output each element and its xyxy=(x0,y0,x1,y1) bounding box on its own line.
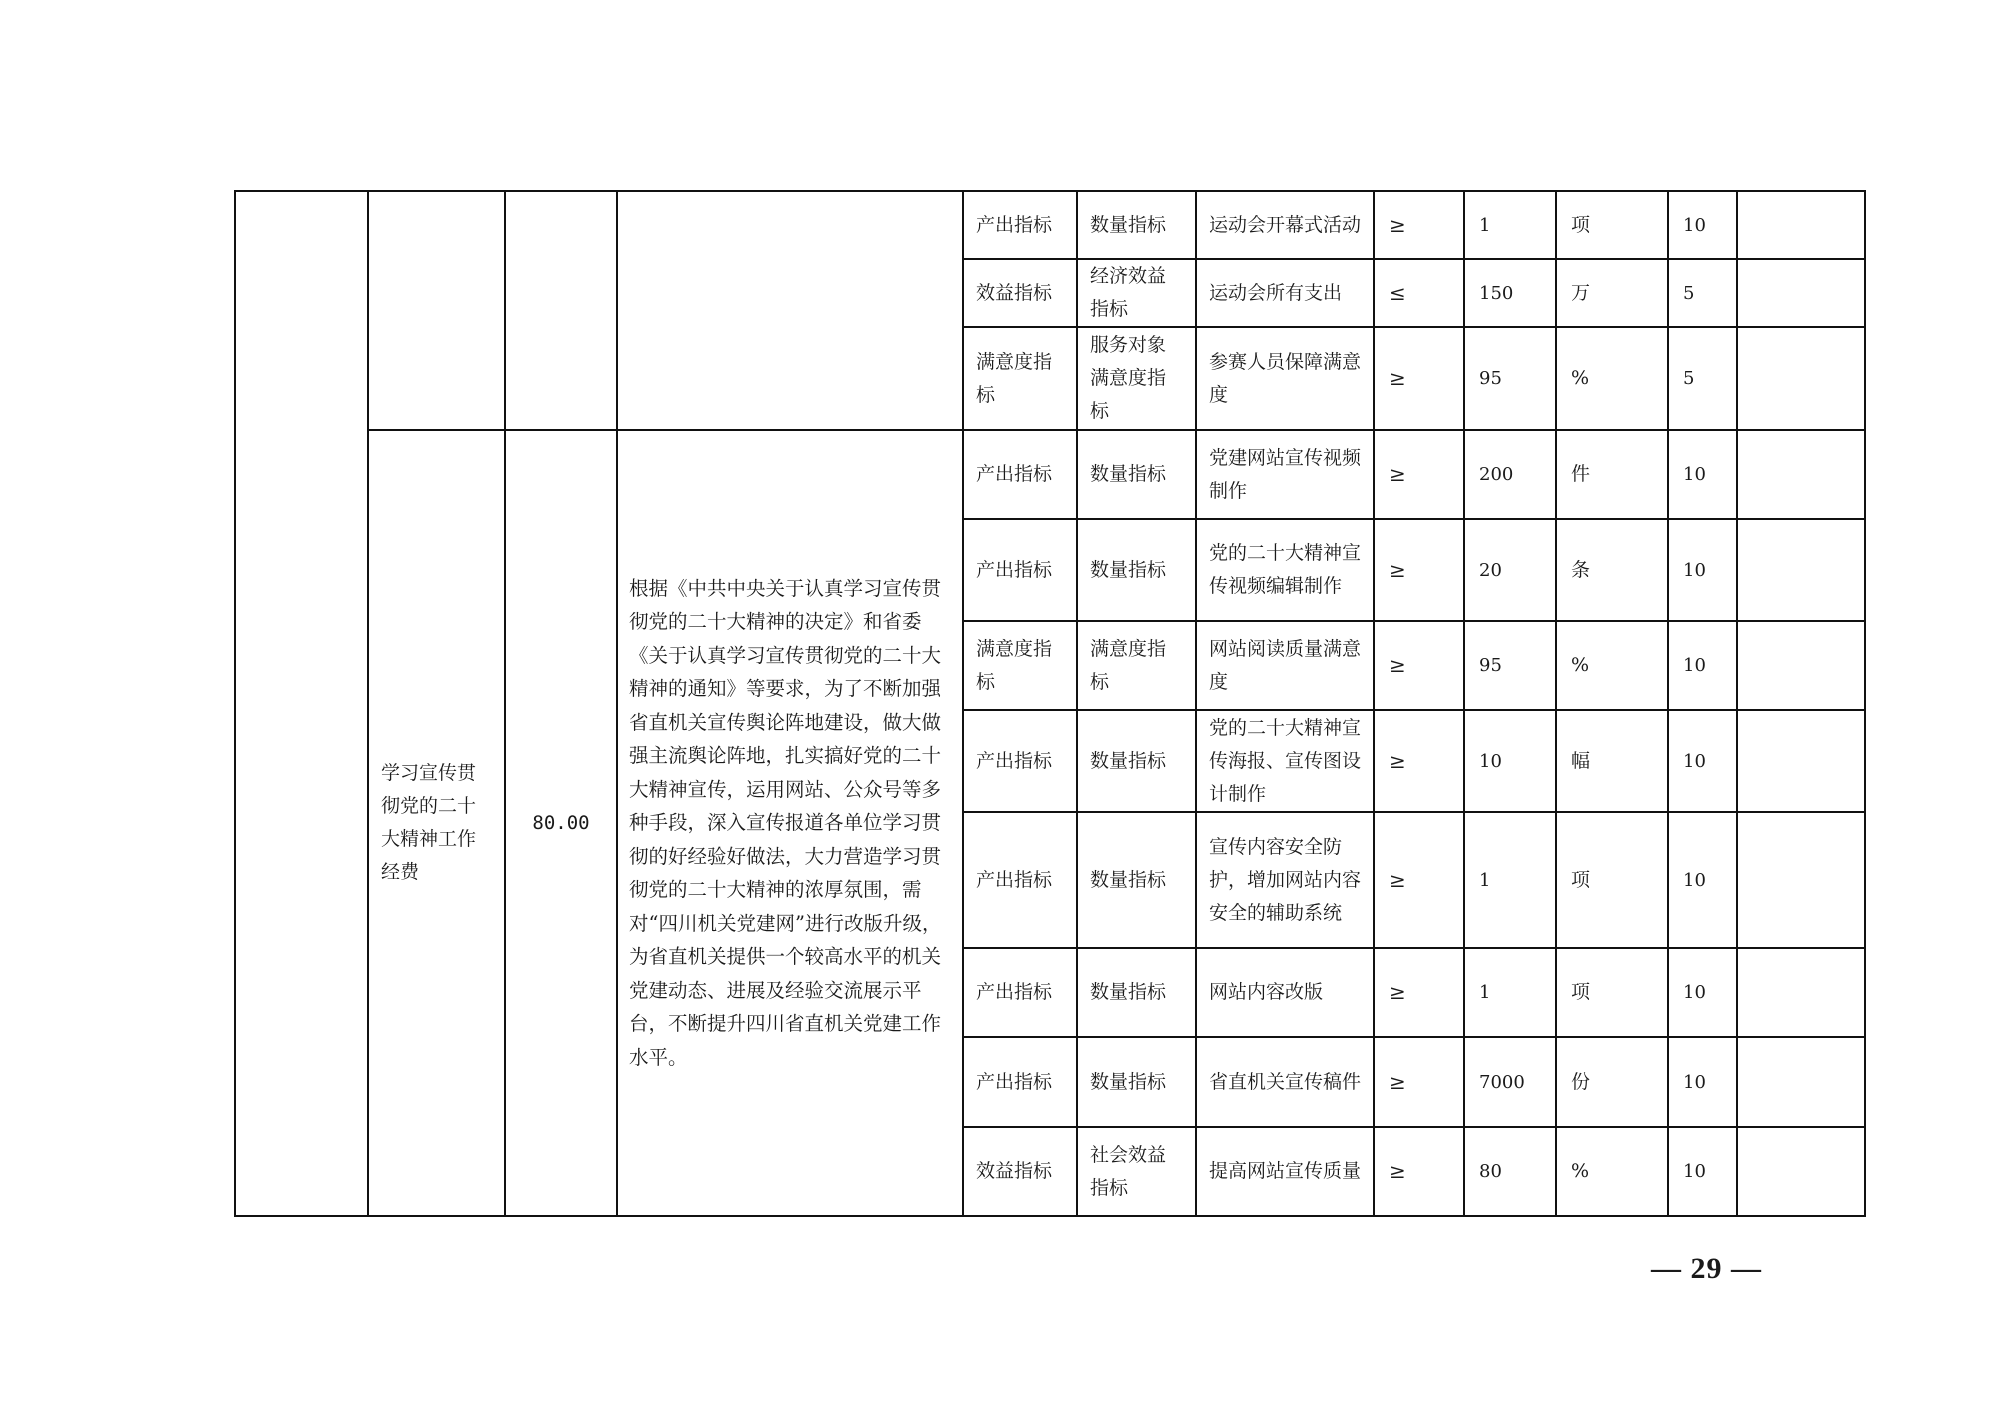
note-cell xyxy=(1737,327,1865,430)
unit-cell: 条 xyxy=(1556,519,1668,621)
unit-cell: 件 xyxy=(1556,430,1668,519)
weight-cell: 10 xyxy=(1668,812,1737,948)
primary-indicator-cell: 产出指标 xyxy=(963,430,1077,519)
primary-indicator-cell: 产出指标 xyxy=(963,710,1077,812)
unit-cell: 项 xyxy=(1556,812,1668,948)
operator-cell: ≥ xyxy=(1374,812,1464,948)
operator-cell: ≥ xyxy=(1374,430,1464,519)
secondary-indicator-cell: 数量指标 xyxy=(1077,191,1196,259)
primary-indicator-cell: 产出指标 xyxy=(963,519,1077,621)
primary-indicator-cell: 产出指标 xyxy=(963,191,1077,259)
note-cell xyxy=(1737,1037,1865,1127)
indicator-name-cell: 参赛人员保障满意度 xyxy=(1196,327,1374,430)
note-cell xyxy=(1737,948,1865,1037)
indicator-name-cell: 运动会开幕式活动 xyxy=(1196,191,1374,259)
primary-indicator-cell: 产出指标 xyxy=(963,812,1077,948)
primary-indicator-cell: 产出指标 xyxy=(963,1037,1077,1127)
blank-project-cell xyxy=(368,191,505,430)
secondary-indicator-cell: 社会效益指标 xyxy=(1077,1127,1196,1216)
unit-cell: 项 xyxy=(1556,191,1668,259)
weight-cell: 10 xyxy=(1668,519,1737,621)
note-cell xyxy=(1737,259,1865,327)
unit-cell: % xyxy=(1556,1127,1668,1216)
operator-cell: ≥ xyxy=(1374,191,1464,259)
note-cell xyxy=(1737,430,1865,519)
operator-cell: ≥ xyxy=(1374,1127,1464,1216)
note-cell xyxy=(1737,1127,1865,1216)
secondary-indicator-cell: 数量指标 xyxy=(1077,812,1196,948)
blank-amount-cell xyxy=(505,191,617,430)
note-cell xyxy=(1737,710,1865,812)
primary-indicator-cell: 满意度指标 xyxy=(963,327,1077,430)
operator-cell: ≥ xyxy=(1374,948,1464,1037)
operator-cell: ≤ xyxy=(1374,259,1464,327)
weight-cell: 5 xyxy=(1668,259,1737,327)
indicator-name-cell: 网站阅读质量满意度 xyxy=(1196,621,1374,710)
indicator-name-cell: 党的二十大精神宣传视频编辑制作 xyxy=(1196,519,1374,621)
operator-cell: ≥ xyxy=(1374,621,1464,710)
weight-cell: 10 xyxy=(1668,430,1737,519)
primary-indicator-cell: 满意度指标 xyxy=(963,621,1077,710)
unit-cell: % xyxy=(1556,327,1668,430)
weight-cell: 10 xyxy=(1668,621,1737,710)
indicator-name-cell: 党建网站宣传视频制作 xyxy=(1196,430,1374,519)
unit-cell: 幅 xyxy=(1556,710,1668,812)
secondary-indicator-cell: 数量指标 xyxy=(1077,1037,1196,1127)
blank-leading-cell xyxy=(235,191,368,1216)
secondary-indicator-cell: 数量指标 xyxy=(1077,430,1196,519)
weight-cell: 5 xyxy=(1668,327,1737,430)
page-number: — 29 — xyxy=(1651,1252,1762,1285)
indicator-name-cell: 党的二十大精神宣传海报、宣传图设计制作 xyxy=(1196,710,1374,812)
secondary-indicator-cell: 数量指标 xyxy=(1077,519,1196,621)
unit-cell: 份 xyxy=(1556,1037,1668,1127)
target-value-cell: 80 xyxy=(1464,1127,1556,1216)
indicator-name-cell: 网站内容改版 xyxy=(1196,948,1374,1037)
operator-cell: ≥ xyxy=(1374,710,1464,812)
indicator-name-cell: 提高网站宣传质量 xyxy=(1196,1127,1374,1216)
target-value-cell: 7000 xyxy=(1464,1037,1556,1127)
note-cell xyxy=(1737,519,1865,621)
weight-cell: 10 xyxy=(1668,948,1737,1037)
indicator-name-cell: 宣传内容安全防护，增加网站内容安全的辅助系统 xyxy=(1196,812,1374,948)
table-row xyxy=(235,191,1865,259)
weight-cell: 10 xyxy=(1668,191,1737,259)
unit-cell: 项 xyxy=(1556,948,1668,1037)
target-value-cell: 95 xyxy=(1464,327,1556,430)
table-row xyxy=(235,430,1865,519)
project-name-cell: 学习宣传贯彻党的二十大精神工作经费 xyxy=(368,430,505,1216)
secondary-indicator-cell: 满意度指标 xyxy=(1077,621,1196,710)
target-value-cell: 20 xyxy=(1464,519,1556,621)
weight-cell: 10 xyxy=(1668,710,1737,812)
target-value-cell: 200 xyxy=(1464,430,1556,519)
operator-cell: ≥ xyxy=(1374,1037,1464,1127)
indicator-name-cell: 省直机关宣传稿件 xyxy=(1196,1037,1374,1127)
unit-cell: 万 xyxy=(1556,259,1668,327)
weight-cell: 10 xyxy=(1668,1037,1737,1127)
target-value-cell: 1 xyxy=(1464,812,1556,948)
note-cell xyxy=(1737,191,1865,259)
weight-cell: 10 xyxy=(1668,1127,1737,1216)
performance-table xyxy=(234,190,1866,1217)
target-value-cell: 1 xyxy=(1464,948,1556,1037)
blank-description-cell xyxy=(617,191,963,430)
primary-indicator-cell: 产出指标 xyxy=(963,948,1077,1037)
secondary-indicator-cell: 数量指标 xyxy=(1077,948,1196,1037)
secondary-indicator-cell: 数量指标 xyxy=(1077,710,1196,812)
target-value-cell: 150 xyxy=(1464,259,1556,327)
primary-indicator-cell: 效益指标 xyxy=(963,259,1077,327)
operator-cell: ≥ xyxy=(1374,519,1464,621)
project-description-cell: 根据《中共中央关于认真学习宣传贯彻党的二十大精神的决定》和省委《关于认真学习宣传贯彻党的二十大精神的通知》等要求，为了不断加强省直机关宣传舆论阵地建设，做大做强主流舆论阵地，扎实搞好党的二十大精神宣传，运用网站、公众号等多种手段，深入宣传报道各单位学习贯彻的好经验好做法，大力营造学习贯彻党的二十大精神的浓厚氛围，需对“四川机关党建网”进行改版升级，为省直机关提供一个较高水平的机关党建动态、进展及经验交流展示平台，不断提升四川省直机关党建工作水平。 xyxy=(617,430,963,1216)
note-cell xyxy=(1737,812,1865,948)
unit-cell: % xyxy=(1556,621,1668,710)
primary-indicator-cell: 效益指标 xyxy=(963,1127,1077,1216)
operator-cell: ≥ xyxy=(1374,327,1464,430)
secondary-indicator-cell: 服务对象满意度指标 xyxy=(1077,327,1196,430)
secondary-indicator-cell: 经济效益指标 xyxy=(1077,259,1196,327)
target-value-cell: 10 xyxy=(1464,710,1556,812)
table-body xyxy=(235,191,1865,1216)
target-value-cell: 95 xyxy=(1464,621,1556,710)
indicator-name-cell: 运动会所有支出 xyxy=(1196,259,1374,327)
note-cell xyxy=(1737,621,1865,710)
target-value-cell: 1 xyxy=(1464,191,1556,259)
project-amount-cell: 80.00 xyxy=(505,430,617,1216)
